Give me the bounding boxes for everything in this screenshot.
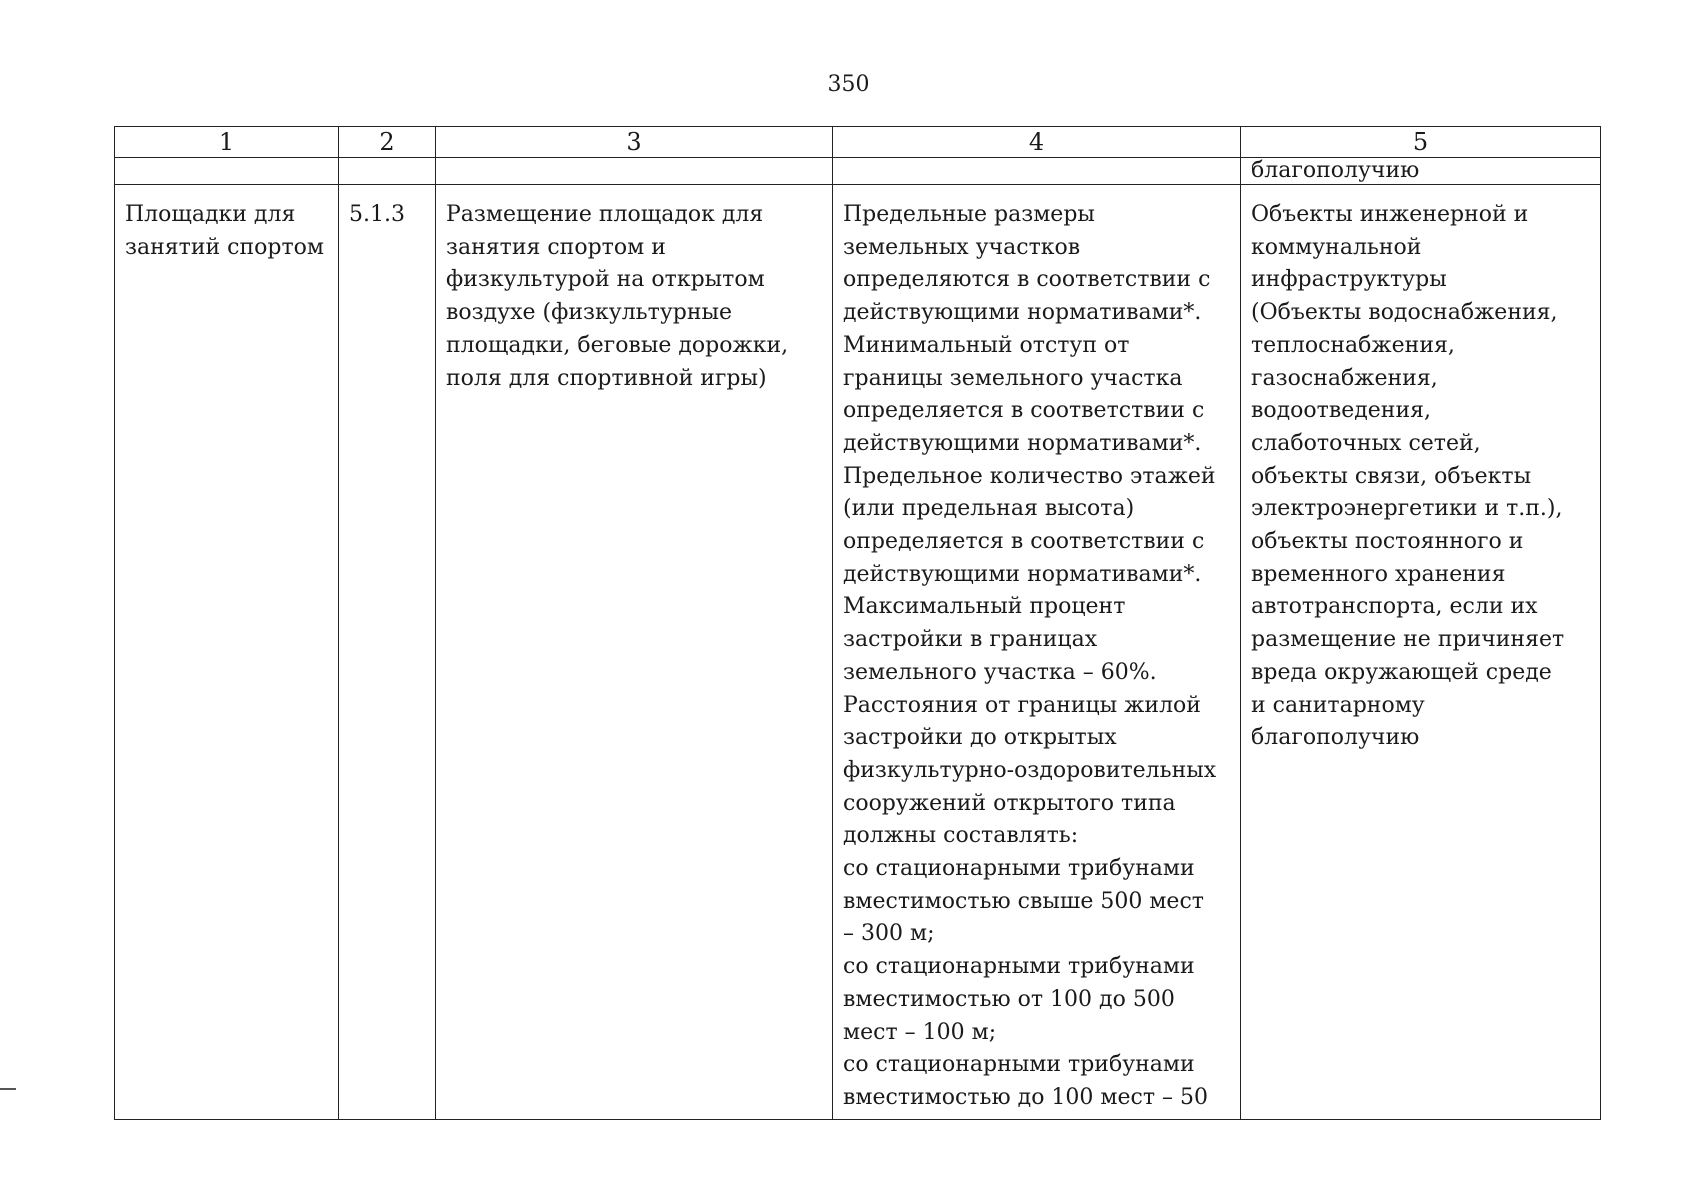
continuation-cell-2	[339, 158, 436, 185]
continuation-cell-5: благополучию	[1241, 158, 1601, 185]
table-header-row	[115, 127, 1601, 158]
continuation-cell-3	[436, 158, 833, 185]
continuation-cell-1	[115, 158, 339, 185]
header-cell-2: 2	[339, 127, 436, 158]
header-cell-3: 3	[436, 127, 833, 158]
header-cell-4: 4	[833, 127, 1241, 158]
margin-mark	[0, 1088, 16, 1090]
regulation-table	[114, 126, 1601, 1120]
auxiliary-usage-cell	[1241, 185, 1601, 1120]
usage-code: 5.1.3	[349, 202, 405, 227]
table-row	[115, 185, 1601, 1120]
header-cell-1: 1	[115, 127, 339, 158]
continuation-cell-4	[833, 158, 1241, 185]
usage-code-cell	[339, 185, 436, 1120]
auxiliary-usage-text: Объекты инженерной и коммунальной инфраструктуры (Объекты водоснабжения, теплоснабжения, газоснабжения, водоотведения, слаботочных сетей, объекты связи, объекты электроэнергетики и т.п.), объекты постоянного и временного хранения автотранспорта, если их размещение не причиняет вреда окружающей среде и санитарному благополучию	[1251, 202, 1565, 751]
usage-name: Площадки для занятий спортом	[125, 202, 324, 260]
header-cell-5: 5	[1241, 127, 1601, 158]
usage-name-cell	[115, 185, 339, 1120]
usage-description: Размещение площадок для занятия спортом и физкультурой на открытом воздухе (физкультурные площадки, беговые дорожки, поля для спортивной игры)	[446, 202, 789, 391]
parameters-text: Предельные размеры земельных участков определяются в соответствии с действующими нормативами*. Минимальный отступ от границы земельного участка определяется в соответствии с действующими нормативами*. Предельное количество этажей (или предельная высота) определяется в соответствии с действующими нормативами*. Максимальный процент застройки в границах земельного участка – 60%. Расстояния от границы жилой застройки до открытых физкультурно-оздоровительных сооружений открытого типа должны составлять: со стационарными трибунами вместимостью свыше 500 мест – 300 м; со стационарными трибунами вместимостью от 100 до 500 мест – 100 м; со стационарными трибунами вместимостью до 100 мест – 50	[843, 202, 1217, 1110]
continuation-row	[115, 158, 1601, 185]
parameters-cell	[833, 185, 1241, 1120]
usage-description-cell	[436, 185, 833, 1120]
page-number: 350	[827, 72, 870, 97]
